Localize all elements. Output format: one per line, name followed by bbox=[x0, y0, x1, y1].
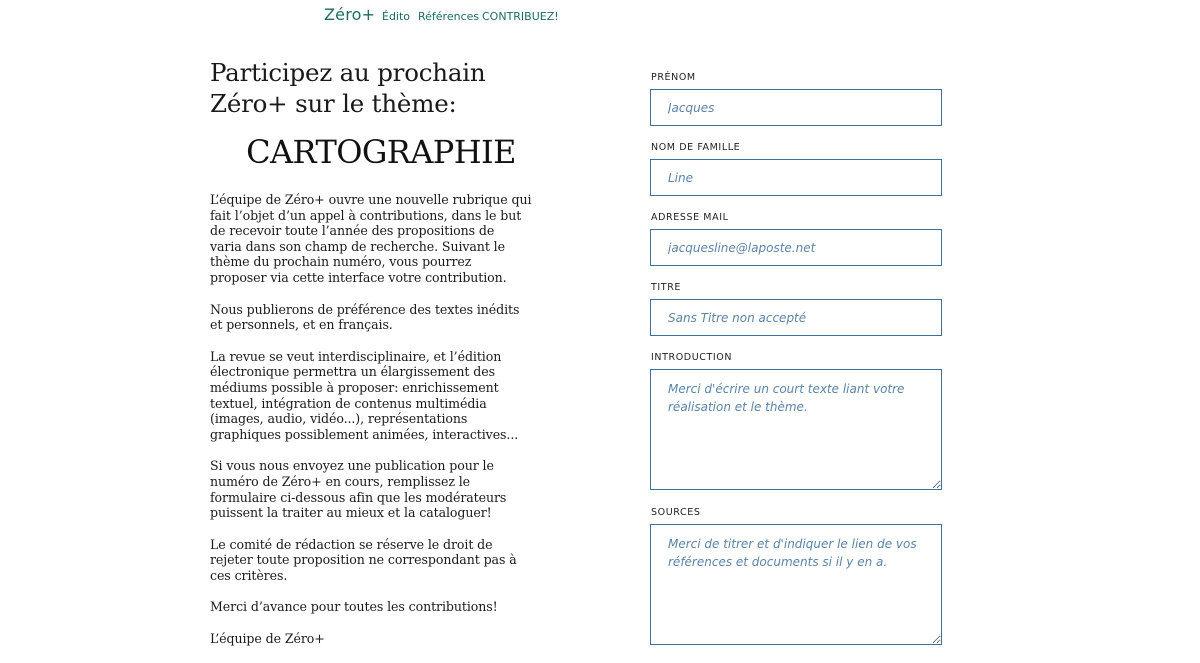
prenom-input[interactable] bbox=[650, 89, 942, 126]
nav-link-contribuez[interactable]: CONTRIBUEZ! bbox=[482, 10, 559, 23]
introduction-textarea[interactable] bbox=[650, 369, 942, 490]
intro-section bbox=[210, 57, 560, 647]
nav-link-edito[interactable]: Édito bbox=[382, 10, 411, 23]
email-input[interactable] bbox=[650, 229, 942, 266]
titre-input[interactable] bbox=[650, 299, 942, 336]
nom-input[interactable] bbox=[650, 159, 942, 196]
intro-paragraph-4: Si vous nous envoyez une publication pour le numéro de Zéro+ en cours, remplissez le formulaire ci-dessous afin que les modérateurs puissent la traiter au mieux et la cataloguer! bbox=[210, 458, 507, 521]
page-heading: Participez au prochain Zéro+ sur le thème: bbox=[210, 58, 486, 118]
nav-link-references[interactable]: Références bbox=[418, 10, 480, 23]
intro-paragraph-1: L’équipe de Zéro+ ouvre une nouvelle rubrique qui fait l’objet d’un appel à contributions, dans le but de recevoir toute l’année des propositions de varia dans son champ de recherche. Suivant le thème du prochain numéro, vous pourrez proposer via cette interface votre contribution. bbox=[210, 192, 532, 285]
top-nav bbox=[0, 0, 1200, 34]
sources-label: SOURCES bbox=[651, 507, 701, 518]
theme-title: CARTOGRAPHIE bbox=[246, 133, 516, 171]
introduction-label: INTRODUCTION bbox=[651, 352, 733, 363]
nom-label: NOM DE FAMILLE bbox=[651, 142, 741, 153]
intro-paragraph-2: Nous publierons de préférence des textes inédits et personnels, et en français. bbox=[210, 301, 520, 333]
intro-paragraph-3: La revue se veut interdisciplinaire, et l’édition électronique permettra un élargissement des médiums possible à proposer: enrichissement textuel, intégration de contenus multimédia (images, audio, vidéo...), représentations graphiques possiblement animées, interactives... bbox=[210, 348, 519, 442]
signature-line: L’équipe de Zéro+ bbox=[210, 631, 325, 647]
sources-textarea[interactable] bbox=[650, 524, 942, 645]
prenom-label: PRÉNOM bbox=[651, 72, 696, 83]
titre-label: TITRE bbox=[651, 282, 682, 293]
intro-paragraph-6: Merci d’avance pour toutes les contributions! bbox=[210, 599, 498, 615]
email-label: ADRESSE MAIL bbox=[651, 212, 729, 223]
brand-link[interactable]: Zéro+ bbox=[324, 5, 376, 24]
intro-paragraph-5: Le comité de rédaction se réserve le droit de rejeter toute proposition ne correspondant pas à ces critères. bbox=[210, 536, 517, 583]
